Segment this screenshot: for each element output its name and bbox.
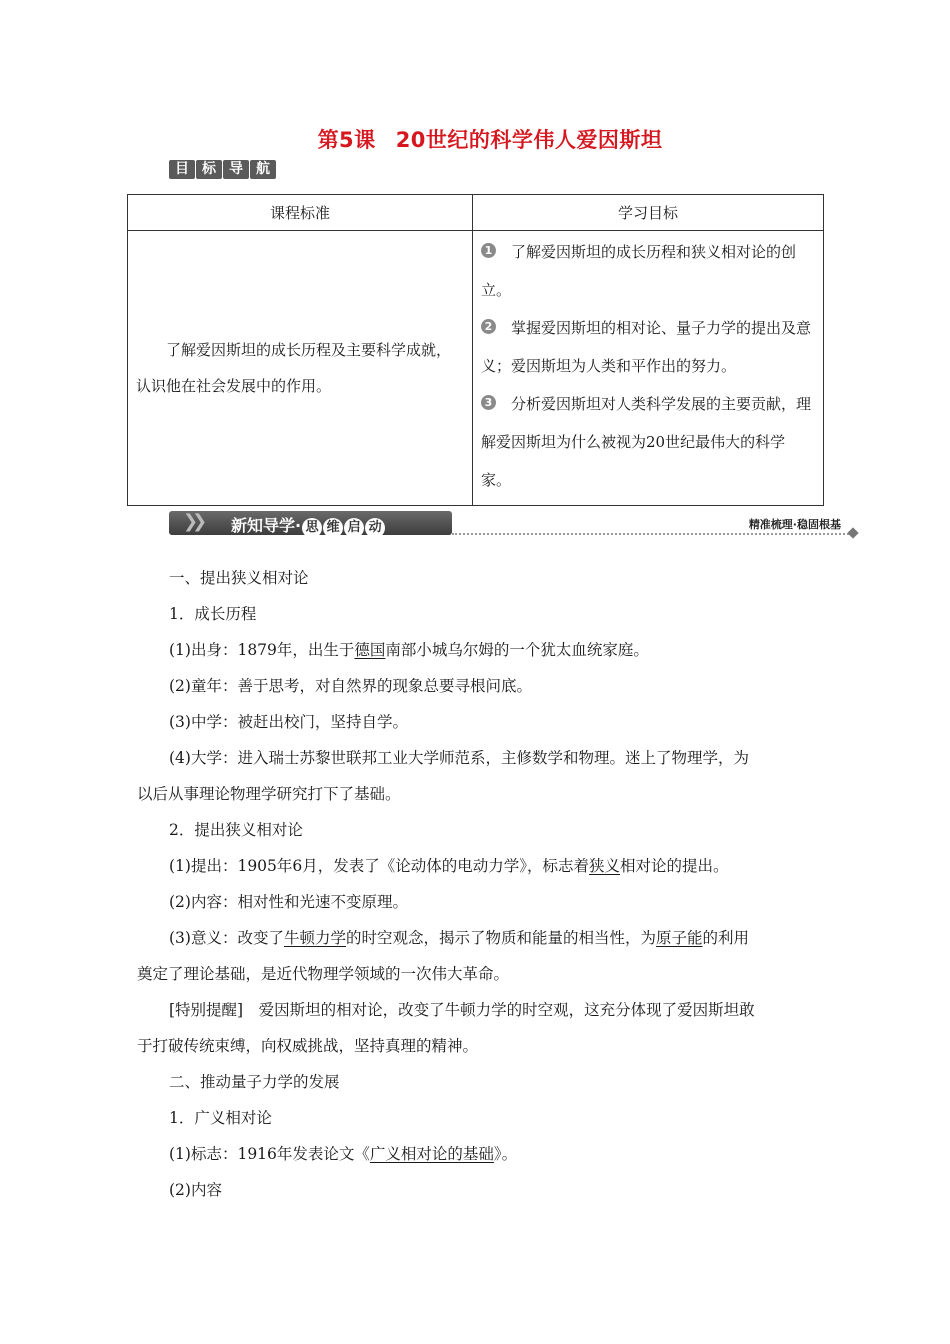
lesson-content <box>137 560 817 1208</box>
col-header-goals: 学习目标 <box>473 195 824 231</box>
special-tip: [特别提醒] 爱因斯坦的相对论，改变了牛顿力学的时空观，这充分体现了爱因斯坦敢 <box>169 1001 755 1019</box>
standards-table <box>127 194 824 506</box>
banner-circle: 维 <box>323 518 343 538</box>
target-nav-badge <box>169 160 276 179</box>
goal-item <box>481 309 815 385</box>
subsection-heading: 2．提出狭义相对论 <box>169 821 303 839</box>
col-header-standard: 课程标准 <box>128 195 473 231</box>
badge-char: 导 <box>223 160 249 179</box>
banner-circle: 思 <box>302 518 322 538</box>
key-term: 牛顿力学 <box>283 929 346 947</box>
course-standard: 了解爱因斯坦的成长历程及主要科学成就，认识他在社会发展中的作用。 <box>128 231 473 506</box>
banner-dotted-line <box>452 533 849 535</box>
key-term: 德国 <box>354 641 386 659</box>
banner-label <box>231 513 385 538</box>
section-heading: 二、推动量子力学的发展 <box>169 1073 340 1091</box>
banner-circle: 动 <box>365 518 385 538</box>
lesson-title <box>0 124 950 154</box>
special-tip: 于打破传统束缚，向权威挑战，坚持真理的精神。 <box>137 1037 479 1055</box>
banner-right-text: 精准梳理·稳固根基 <box>748 518 841 531</box>
badge-char: 目 <box>169 160 195 179</box>
paragraph: (4)大学：进入瑞士苏黎世联邦工业大学师范系，主修数学和物理。迷上了物理学，为 <box>169 749 749 767</box>
lesson-name: 20世纪的科学伟人爱因斯坦 <box>395 128 663 152</box>
paragraph: (2)内容 <box>169 1181 222 1199</box>
paragraph: (2)童年：善于思考，对自然界的现象总要寻根问底。 <box>169 677 532 695</box>
goal-number-icon: 1 <box>481 243 496 258</box>
goal-text: 分析爱因斯坦对人类科学发展的主要贡献，理解爱因斯坦为什么被视为20世纪最伟大的科学家。 <box>481 395 812 489</box>
goal-text: 了解爱因斯坦的成长历程和狭义相对论的创立。 <box>481 243 797 299</box>
goal-number-icon: 3 <box>481 395 496 410</box>
key-term: 原子能 <box>656 929 703 947</box>
paragraph: (3)中学：被赶出校门，坚持自学。 <box>169 713 408 731</box>
paragraph: (1)出身：1879年，出生于德国南部小城乌尔姆的一个犹太血统家庭。 <box>169 641 649 659</box>
paragraph: (3)意义：改变了牛顿力学的时空观念，揭示了物质和能量的相当性，为原子能的利用 <box>169 929 750 947</box>
banner-circle: 启 <box>344 518 364 538</box>
paragraph: 奠定了理论基础，是近代物理学领域的一次伟大革命。 <box>137 965 510 983</box>
double-chevron-icon: ❯❯ <box>183 511 202 532</box>
key-term: 狭义 <box>589 857 621 875</box>
goal-item <box>481 385 815 499</box>
badge-char: 航 <box>250 160 276 179</box>
paragraph: (1)标志：1916年发表论文《广义相对论的基础》。 <box>169 1145 518 1163</box>
diamond-icon <box>847 527 858 538</box>
subsection-heading: 1．广义相对论 <box>169 1109 272 1127</box>
goal-number-icon: 2 <box>481 319 496 334</box>
goal-item <box>481 233 815 309</box>
badge-char: 标 <box>196 160 222 179</box>
banner-left-text: 新知导学· <box>231 516 302 535</box>
subsection-heading: 1．成长历程 <box>169 605 257 623</box>
section-heading: 一、提出狭义相对论 <box>169 569 309 587</box>
paragraph: (1)提出：1905年6月，发表了《论动体的电动力学》，标志着狭义相对论的提出。 <box>169 857 729 875</box>
goal-text: 掌握爱因斯坦的相对论、量子力学的提出及意义；爱因斯坦为人类和平作出的努力。 <box>481 319 812 375</box>
learning-goals <box>473 231 824 506</box>
paragraph: 以后从事理论物理学研究打下了基础。 <box>137 785 401 803</box>
key-term: 广义相对论的基础 <box>369 1145 494 1163</box>
section-banner <box>169 508 859 538</box>
lesson-number: 第5课 <box>317 128 376 152</box>
paragraph: (2)内容：相对性和光速不变原理。 <box>169 893 408 911</box>
